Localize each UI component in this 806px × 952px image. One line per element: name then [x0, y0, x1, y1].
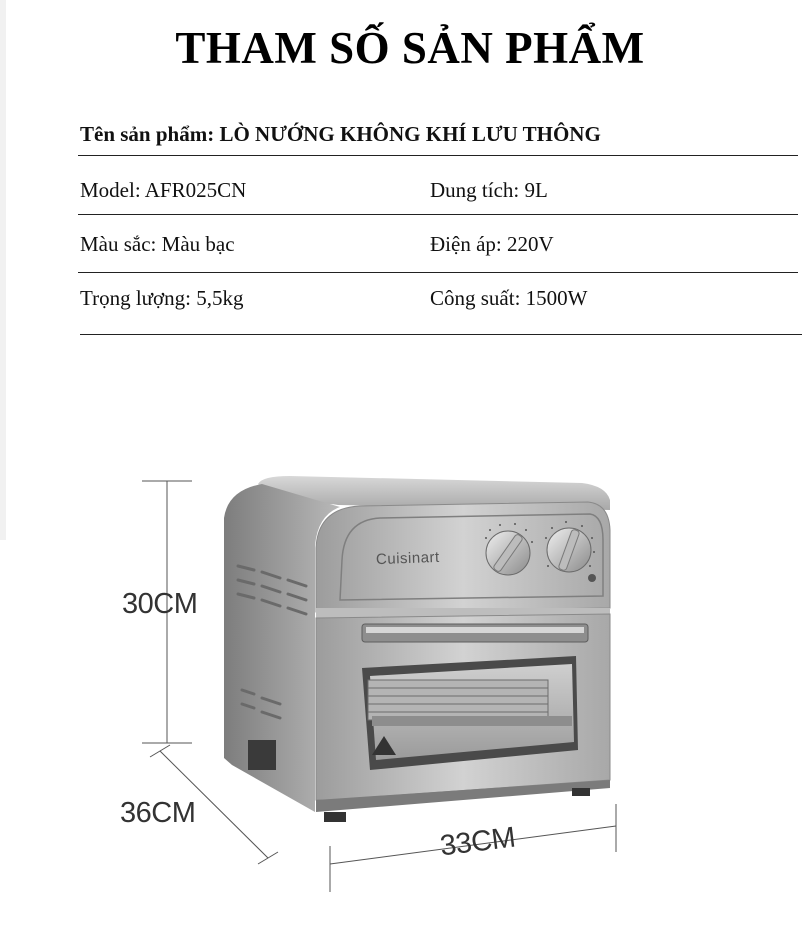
temperature-knob: [486, 531, 530, 575]
spec-color: Màu sắc: Màu bạc: [80, 232, 235, 256]
width-dimension-label: 33CM: [438, 821, 517, 863]
page-title: THAM SỐ SẢN PHẨM: [175, 23, 645, 73]
height-dimension-label: 30CM: [122, 588, 198, 620]
product-name: Tên sản phẩm: LÒ NƯỚNG KHÔNG KHÍ LƯU THÔNG: [80, 122, 601, 146]
brand-logo: Cuisinart: [375, 548, 440, 569]
spec-model: Model: AFR025CN: [80, 178, 247, 202]
air-fry-basket: [368, 680, 548, 720]
spec-power: Công suất: 1500W: [430, 286, 588, 310]
spec-weight: Trọng lượng: 5,5kg: [80, 286, 244, 310]
timer-knob: [547, 528, 591, 572]
spec-voltage: Điện áp: 220V: [430, 232, 554, 256]
power-light-icon: [588, 574, 596, 582]
depth-dimension-label: 36CM: [120, 797, 196, 829]
spec-capacity: Dung tích: 9L: [430, 178, 548, 202]
